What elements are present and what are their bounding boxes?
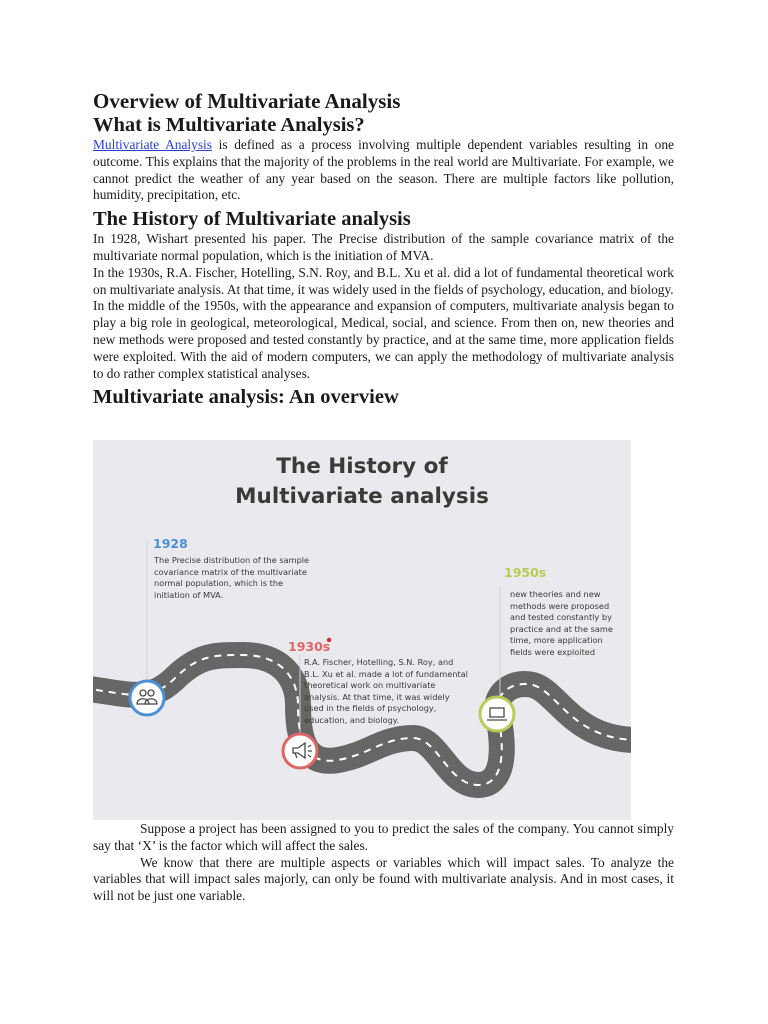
milestone-1930s-line: B.L. Xu et al. made a lot of fundamental [304, 668, 468, 679]
overview-body [93, 821, 674, 905]
history-paragraph-1930s: In the 1930s, R.A. Fischer, Hotelling, S.N. Roy, and B.L. Xu et al. did a lot of fundamental theoretical work on multivariate analysis. At that time, it was widely used in the fields of psychology, education, and biology. [93, 264, 674, 297]
history-paragraph-1950s: In the middle of the 1950s, with the appearance and expansion of computers, multivariate analysis began to play a big role in geological, meteorological, Medical, social, and science. From then on, new theories and new methods were proposed and tested constantly by practice, and at the same time, more application fields were exploited. With the aid of modern computers, we can apply the methodology of multivariate analysis to do rather complex statistical analyses. [93, 298, 674, 381]
section-heading-history: The History of Multivariate analysis [93, 208, 411, 231]
milestone-1930s-line: used in the fields of psychology, [304, 703, 437, 713]
milestone-1950s-line: methods were proposed [510, 600, 610, 611]
section-heading-what-is: What is Multivariate Analysis? [93, 114, 365, 136]
multivariate-analysis-link[interactable]: Multivariate Analysis [93, 137, 212, 152]
document-body [93, 89, 674, 409]
milestone-1930s-year: 1930s [288, 639, 331, 654]
milestone-1930s-line: analysis. At that time, it was widely [304, 691, 450, 702]
milestone-1930s-line: education, and biology. [304, 714, 400, 725]
infographic-title-line-1: The History of [276, 454, 448, 479]
milestone-1950s-line: and tested constantly by [510, 612, 612, 622]
milestone-1930s-text [304, 657, 468, 726]
milestone-1930s-line: R.A. Fischer, Hotelling, S.N. Roy, and [304, 657, 454, 667]
section-heading-overview: Multivariate analysis: An overview [93, 386, 399, 409]
milestone-1928-text [154, 555, 309, 601]
section-what-is-paragraph [93, 137, 674, 204]
milestone-1950s-year: 1950s [504, 565, 547, 580]
history-infographic [93, 440, 631, 820]
milestone-1928-year: 1928 [153, 536, 188, 551]
overview-paragraph-1: Suppose a project has been assigned to you to predict the sales of the company. You cannot simply say that ‘X’ is the factor which will affect the sales. [93, 821, 674, 853]
milestone-1950s-line: practice and at the same [510, 623, 613, 634]
infographic-title [93, 452, 631, 512]
milestone-1928-line: covariance matrix of the multivariate [154, 566, 307, 577]
overview-paragraph-2: We know that there are multiple aspects or variables which will impact sales. To analyze the variables that will impact sales majorly, can only be found with multivariate analysis. And in most cases, it will not be just one variable. [93, 854, 674, 904]
milestone-1950s-line: fields were exploited [510, 646, 596, 657]
milestone-1950s-text [510, 589, 613, 658]
milestone-1928-line: initiation of MVA. [154, 589, 224, 600]
milestone-1950s-line: time, more application [510, 635, 603, 645]
milestone-1928-marker [130, 681, 164, 715]
infographic-title-line-2: Multivariate analysis [235, 484, 489, 509]
milestone-1928-line: The Precise distribution of the sample [154, 555, 310, 565]
milestone-1930s-line: theoretical work on multivariate [304, 680, 436, 690]
milestone-1950s-marker [480, 697, 514, 731]
history-paragraph-1928: In 1928, Wishart presented his paper. The Precise distribution of the sample covariance matrix of the multivariate normal population, which is the initiation of MVA. [93, 231, 674, 263]
milestone-1928-line: normal population, which is the [154, 578, 284, 588]
section-what-is-text: is defined as a process involving multiple dependent variables resulting in one outcome. This explains that the majority of the problems in the real world are Multivariate. For example, we cannot predict the weather of any year based on the season. There are multiple factors like pollution, humidity, precipitation, etc. [93, 137, 674, 203]
document-title: Overview of Multivariate Analysis [93, 89, 401, 113]
milestone-1950s-line: new theories and new [510, 589, 601, 599]
